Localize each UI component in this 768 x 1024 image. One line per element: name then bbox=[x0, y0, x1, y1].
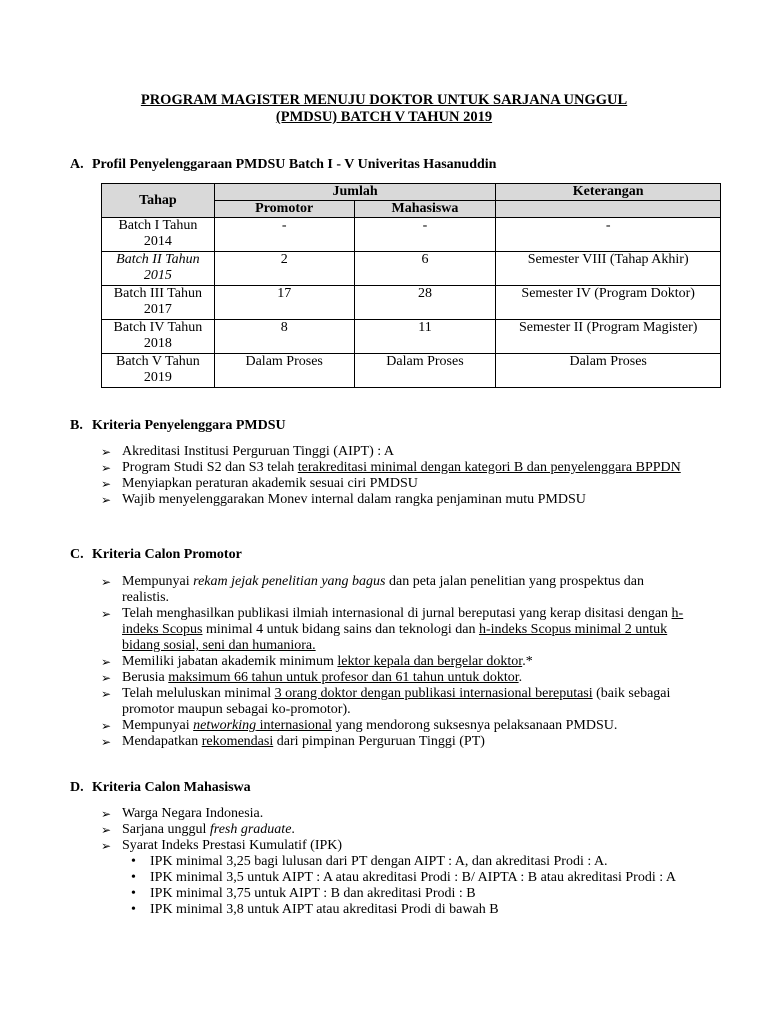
item-underlined-text: 3 orang doktor dengan publikasi internasional bereputasi bbox=[274, 686, 593, 701]
item-text: Menyiapkan peraturan akademik sesuai ciri PMDSU bbox=[122, 476, 418, 491]
header-keterangan-blank bbox=[496, 201, 721, 218]
item-text: IPK minimal 3,8 untuk AIPT atau akreditasi Prodi di bawah B bbox=[150, 902, 499, 917]
title-line-2: (PMDSU) BATCH V TAHUN 2019 bbox=[275, 109, 493, 125]
criteria-list-b bbox=[101, 444, 691, 508]
sub-list-item bbox=[129, 902, 691, 918]
item-text: Warga Negara Indonesia. bbox=[122, 806, 264, 821]
arrow-bullet-icon: ➢ bbox=[101, 839, 112, 853]
item-italic-text: fresh graduate bbox=[209, 822, 292, 837]
arrow-bullet-icon: ➢ bbox=[101, 671, 112, 685]
section-d-heading bbox=[70, 780, 251, 796]
cell-promotor: 2 bbox=[214, 252, 354, 286]
cell-tahap: Batch V Tahun 2019 bbox=[102, 354, 215, 388]
item-text: Berusia bbox=[122, 670, 169, 685]
table-row bbox=[102, 354, 721, 388]
cell-mahasiswa: 11 bbox=[354, 320, 496, 354]
sub-list-item bbox=[129, 886, 691, 902]
arrow-bullet-icon: ➢ bbox=[101, 655, 112, 669]
section-letter: C. bbox=[70, 547, 84, 562]
item-text: . bbox=[291, 822, 295, 837]
item-text: (baik sebagai promotor maupun sebagai ko-promotor). bbox=[122, 686, 671, 717]
list-item bbox=[101, 686, 691, 718]
list-item bbox=[101, 822, 691, 838]
bullet-dot-icon: • bbox=[131, 870, 136, 885]
header-promotor: Promotor bbox=[214, 201, 354, 218]
arrow-bullet-icon: ➢ bbox=[101, 807, 112, 821]
profile-table bbox=[101, 183, 721, 388]
list-item bbox=[101, 444, 691, 460]
item-underlined-part: internasional bbox=[256, 718, 332, 733]
section-title: Kriteria Calon Mahasiswa bbox=[92, 780, 251, 795]
criteria-list-d bbox=[101, 806, 691, 918]
item-text: Telah menghasilkan publikasi ilmiah internasional di jurnal bereputasi yang kerap disitasi dengan bbox=[122, 606, 672, 621]
section-letter: D. bbox=[70, 780, 84, 795]
item-text: Wajib menyelenggarakan Monev internal dalam rangka penjaminan mutu PMDSU bbox=[122, 492, 586, 507]
item-text: Sarjana unggul bbox=[122, 822, 210, 837]
section-b-heading bbox=[70, 418, 286, 434]
cell-promotor: 8 bbox=[214, 320, 354, 354]
arrow-bullet-icon: ➢ bbox=[101, 735, 112, 749]
section-letter: B. bbox=[70, 418, 83, 433]
table-header-row bbox=[102, 184, 721, 201]
cell-mahasiswa: 6 bbox=[354, 252, 496, 286]
arrow-bullet-icon: ➢ bbox=[101, 445, 112, 459]
item-underlined-text: rekomendasi bbox=[201, 734, 274, 749]
arrow-bullet-icon: ➢ bbox=[101, 461, 112, 475]
cell-keterangan: Semester VIII (Tahap Akhir) bbox=[496, 252, 721, 286]
cell-promotor: - bbox=[214, 218, 354, 252]
section-letter: A. bbox=[70, 157, 84, 172]
item-text: dari pimpinan Perguruan Tinggi (PT) bbox=[273, 734, 485, 749]
arrow-bullet-icon: ➢ bbox=[101, 493, 112, 507]
header-keterangan: Keterangan bbox=[496, 184, 721, 201]
item-underlined-text: terakreditasi minimal dengan kategori B dan penyelenggara BPPDN bbox=[297, 460, 681, 475]
item-underlined-text: lektor kepala dan bergelar doktor bbox=[337, 654, 523, 669]
item-text: Syarat Indeks Prestasi Kumulatif (IPK) bbox=[122, 838, 343, 853]
item-text: IPK minimal 3,75 untuk AIPT : B dan akreditasi Prodi : B bbox=[150, 886, 476, 901]
header-mahasiswa: Mahasiswa bbox=[354, 201, 496, 218]
item-underlined-text bbox=[193, 718, 332, 733]
section-a-heading bbox=[70, 157, 496, 173]
item-text: Memiliki jabatan akademik minimum bbox=[122, 654, 338, 669]
section-title: Kriteria Calon Promotor bbox=[92, 547, 242, 562]
title-line-1: PROGRAM MAGISTER MENUJU DOKTOR UNTUK SARJANA UNGGUL bbox=[140, 92, 628, 108]
cell-mahasiswa: 28 bbox=[354, 286, 496, 320]
cell-keterangan: Dalam Proses bbox=[496, 354, 721, 388]
item-italic-text: rekam jejak penelitian yang bagus bbox=[193, 574, 386, 589]
item-text: Mempunyai bbox=[122, 574, 194, 589]
arrow-bullet-icon: ➢ bbox=[101, 823, 112, 837]
cell-mahasiswa: - bbox=[354, 218, 496, 252]
list-item bbox=[101, 806, 691, 822]
criteria-list-c bbox=[101, 574, 691, 750]
list-item bbox=[101, 718, 691, 734]
header-tahap: Tahap bbox=[102, 184, 215, 218]
table-row bbox=[102, 218, 721, 252]
item-text: minimal 4 untuk bidang sains dan teknologi dan bbox=[202, 622, 479, 637]
header-jumlah: Jumlah bbox=[214, 184, 496, 201]
list-item bbox=[101, 670, 691, 686]
cell-tahap: Batch III Tahun 2017 bbox=[102, 286, 215, 320]
item-text: .* bbox=[522, 654, 533, 669]
section-title: Profil Penyelenggaraan PMDSU Batch I - V Univeritas Hasanuddin bbox=[92, 157, 497, 172]
cell-promotor: 17 bbox=[214, 286, 354, 320]
cell-keterangan: Semester II (Program Magister) bbox=[496, 320, 721, 354]
bullet-dot-icon: • bbox=[131, 886, 136, 901]
cell-promotor: Dalam Proses bbox=[214, 354, 354, 388]
item-text: Program Studi S2 dan S3 telah bbox=[122, 460, 298, 475]
arrow-bullet-icon: ➢ bbox=[101, 477, 112, 491]
list-item bbox=[101, 606, 691, 654]
list-item bbox=[101, 574, 691, 606]
cell-tahap: Batch I Tahun 2014 bbox=[102, 218, 215, 252]
arrow-bullet-icon: ➢ bbox=[101, 575, 112, 589]
item-text: . bbox=[518, 670, 523, 685]
bullet-dot-icon: • bbox=[131, 902, 136, 917]
list-item bbox=[101, 476, 691, 492]
bullet-dot-icon: • bbox=[131, 854, 136, 869]
cell-keterangan: Semester IV (Program Doktor) bbox=[496, 286, 721, 320]
list-item bbox=[101, 492, 691, 508]
item-italic-text: networking bbox=[193, 718, 257, 733]
table-row bbox=[102, 252, 721, 286]
item-text: Mendapatkan bbox=[122, 734, 202, 749]
item-underlined-text: h-indeks Scopus minimal 2 untuk bidang sosial, seni dan humaniora. bbox=[122, 622, 668, 653]
item-text: IPK minimal 3,5 untuk AIPT : A atau akreditasi Prodi : B/ AIPTA : B atau akreditasi Prodi : A bbox=[150, 870, 676, 885]
section-c-heading bbox=[70, 547, 242, 563]
table-row bbox=[102, 286, 721, 320]
table-row bbox=[102, 320, 721, 354]
document-title bbox=[0, 92, 768, 126]
ipk-sublist bbox=[122, 854, 691, 918]
cell-tahap: Batch IV Tahun 2018 bbox=[102, 320, 215, 354]
item-underlined-text: maksimum 66 tahun untuk profesor dan 61 tahun untuk doktor bbox=[168, 670, 519, 685]
cell-keterangan: - bbox=[496, 218, 721, 252]
item-text: Telah meluluskan minimal bbox=[122, 686, 275, 701]
item-text: Akreditasi Institusi Perguruan Tinggi (AIPT) : A bbox=[122, 444, 394, 459]
sub-list-item bbox=[129, 854, 691, 870]
section-title: Kriteria Penyelenggara PMDSU bbox=[92, 418, 286, 433]
item-text: yang mendorong suksesnya pelaksanaan PMDSU. bbox=[331, 718, 618, 733]
list-item bbox=[101, 460, 691, 476]
cell-tahap: Batch II Tahun 2015 bbox=[102, 252, 215, 286]
arrow-bullet-icon: ➢ bbox=[101, 607, 112, 621]
item-underlined-text: h-indeks Scopus bbox=[122, 606, 684, 637]
list-item bbox=[101, 838, 691, 918]
list-item bbox=[101, 734, 691, 750]
cell-mahasiswa: Dalam Proses bbox=[354, 354, 496, 388]
arrow-bullet-icon: ➢ bbox=[101, 687, 112, 701]
item-text: IPK minimal 3,25 bagi lulusan dari PT dengan AIPT : A, dan akreditasi Prodi : A. bbox=[150, 854, 608, 869]
sub-list-item bbox=[129, 870, 691, 886]
item-text: Mempunyai bbox=[122, 718, 194, 733]
item-text: dan peta jalan penelitian yang prospektus dan realistis. bbox=[122, 574, 645, 605]
arrow-bullet-icon: ➢ bbox=[101, 719, 112, 733]
list-item bbox=[101, 654, 691, 670]
